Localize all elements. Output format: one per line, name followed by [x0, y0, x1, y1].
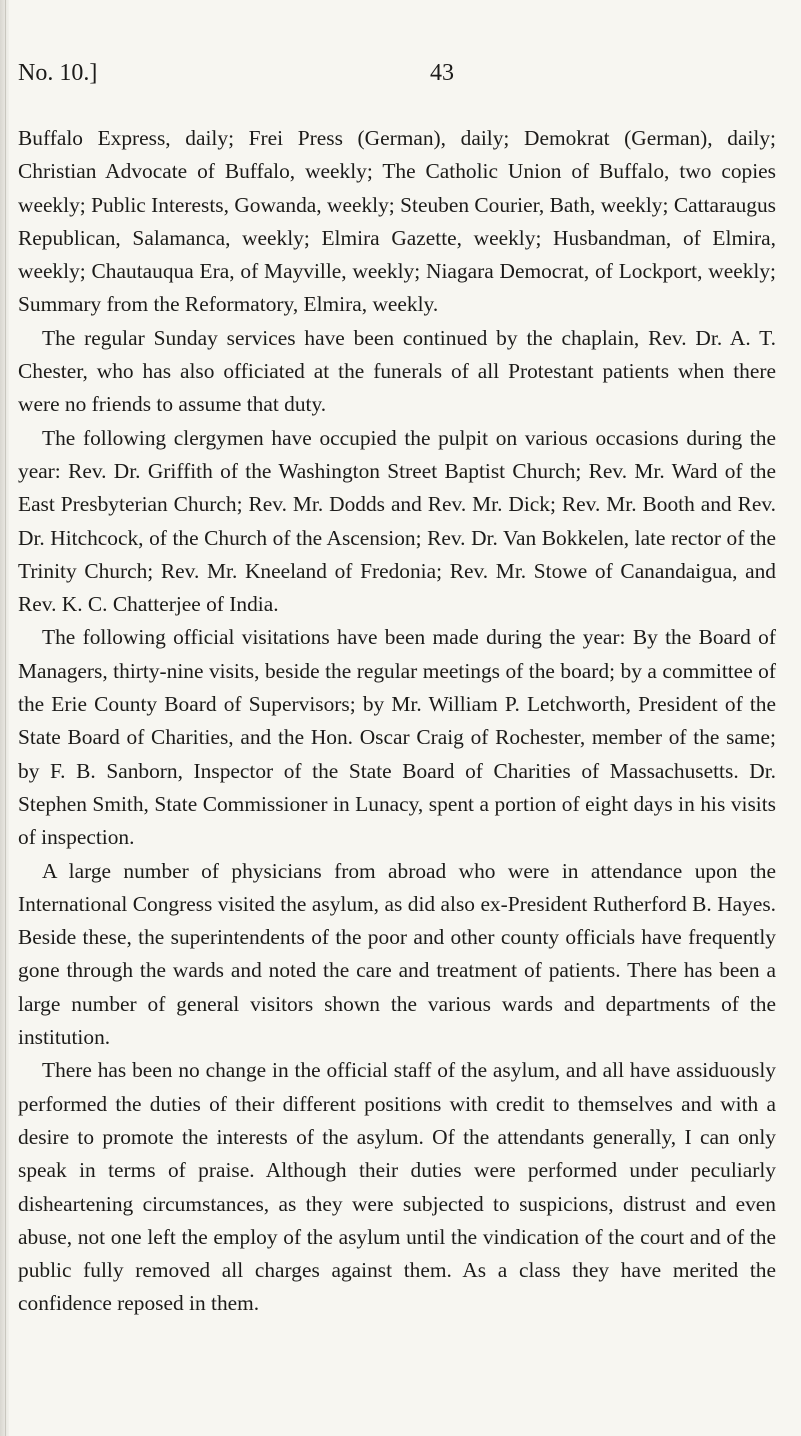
binding-edge [5, 0, 6, 1436]
paragraph-visitors: A large number of physicians from abroad who were in attendance upon the International Congress visited the asylum, as did also ex-President Rutherford B. Hayes. Beside these, the superintendents of the poor and other county officials have frequently gone through the wards and noted the care and treatment of patients. There has been a large number of general visitors shown the various wards and departments of the institution. [18, 858, 776, 1050]
document-number: No. 10.] [18, 60, 98, 86]
paragraph-clergymen: The following clergymen have occupied the pulpit on various occasions during the year: Rev. Dr. Griffith of the Washington Street Baptist Church; Rev. Mr. Ward of the East Presbyterian Church; Rev. Mr. Dodds and Rev. Mr. Dick; Rev. Mr. Booth and Rev. Dr. Hitchcock, of the Church of the Ascension; Rev. Dr. Van Bokkelen, late rector of the Trinity Church; Rev. Mr. Kneeland of Fredonia; Rev. Mr. Stowe of Canandaigua, and Rev. K. C. Chatterjee of India. [18, 425, 776, 617]
page-number: 43 [430, 60, 454, 86]
running-head [18, 60, 776, 100]
paragraph-official-visitations: The following official visitations have been made during the year: By the Board of Managers, thirty-nine visits, beside the regular meetings of the board; by a committee of the Erie County Board of Supervisors; by Mr. William P. Letchworth, President of the State Board of Charities, and the Hon. Oscar Craig of Rochester, member of the same; by F. B. Sanborn, Inspector of the State Board of Charities of Massachusetts. Dr. Stephen Smith, State Commissioner in Lunacy, spent a portion of eight days in his visits of inspection. [18, 625, 776, 850]
document-page [18, 60, 776, 1321]
paragraph-sunday-services: The regular Sunday services have been continued by the chaplain, Rev. Dr. A. T. Chester, who has also officiated at the funerals of all Protestant patients when there were no friends to assume that duty. [18, 325, 776, 417]
paragraph-staff: There has been no change in the official staff of the asylum, and all have assiduously performed the duties of their different positions with credit to themselves and with a desire to promote the interests of the asylum. Of the attendants generally, I can only speak in terms of praise. Although their duties were performed under peculiarly disheartening circumstances, as they were subjected to suspicions, distrust and even abuse, not one left the employ of the asylum until the vindication of the court and of the public fully removed all charges against them. As a class they have merited the confidence reposed in them. [18, 1058, 776, 1316]
body-text [18, 122, 776, 1321]
paragraph-newspapers: Buffalo Express, daily; Frei Press (German), daily; Demokrat (German), daily; Christian Advocate of Buffalo, weekly; The Catholic Union of Buffalo, two copies weekly; Public Interests, Gowanda, weekly; Steuben Courier, Bath, weekly; Cattaraugus Republican, Salamanca, weekly; Elmira Gazette, weekly; Husbandman, of Elmira, weekly; Chautauqua Era, of Mayville, weekly; Niagara Democrat, of Lockport, weekly; Summary from the Reformatory, Elmira, weekly. [18, 126, 776, 317]
